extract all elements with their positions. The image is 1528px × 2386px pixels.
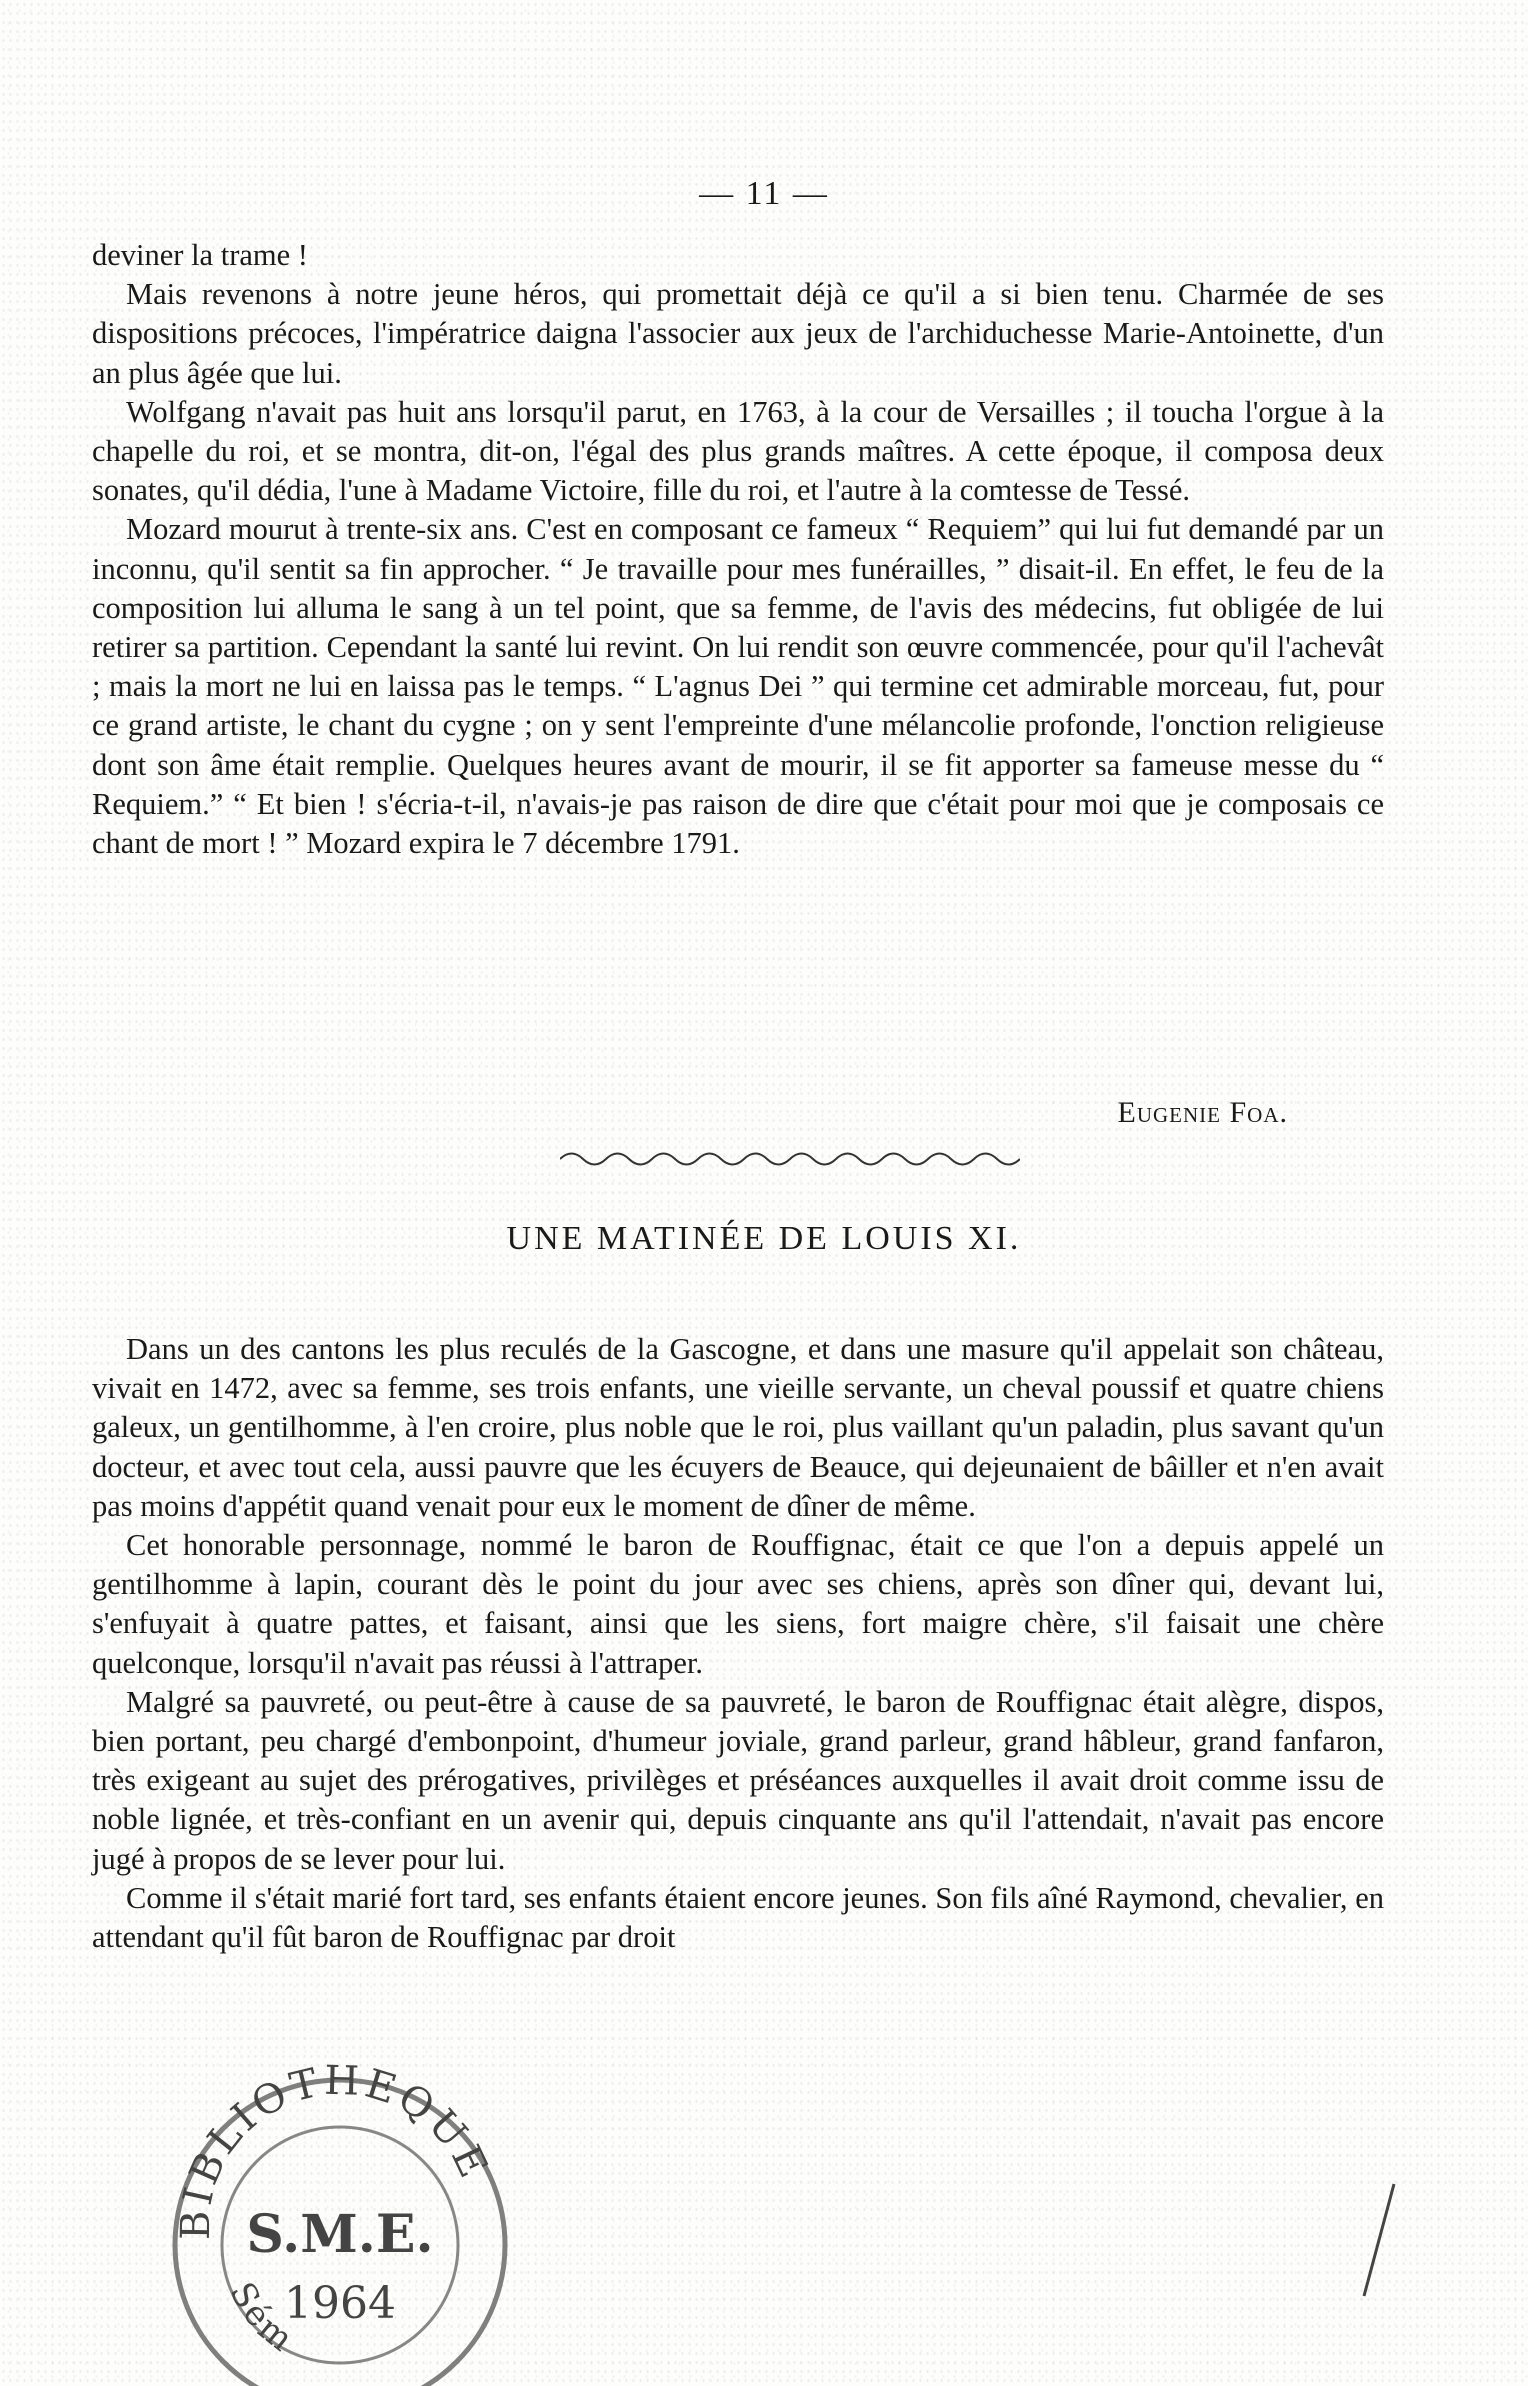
pencil-mark: [1358, 2180, 1398, 2300]
wavy-divider: [560, 1148, 1020, 1170]
paragraph: Comme il s'était marié fort tard, ses enfants étaient encore jeunes. Son fils aîné Raymond, chevalier, en attendant qu'il fût baron de Rouffignac par droit: [92, 1880, 1384, 1955]
paragraph: Cet honorable personnage, nommé le baron de Rouffignac, était ce que l'on a depuis appelé un gentilhomme à lapin, courant dès le point du jour avec ses chiens, après son dîner qui, devant lui, s'enfuyait à quatre pattes, et faisant, ainsi que les siens, fort maigre chère, s'il faisait une chère quelconque, lorsqu'il n'avait pas réussi à l'attraper.: [92, 1528, 1384, 1680]
section-title: UNE MATINÉE DE LOUIS XI.: [506, 1220, 1022, 1258]
stamp-center-text: S.M.E.: [246, 2204, 434, 2265]
paragraph: Dans un des cantons les plus reculés de la Gascogne, et dans une masure qu'il appelait son château, vivait en 1472, avec sa femme, ses trois enfants, une vieille servante, un cheval poussif et quatre chiens galeux, un gentilhomme, à l'en croire, plus noble que le roi, plus vaillant qu'un paladin, plus savant qu'un docteur, et avec tout cela, aussi pauvre que les écuyers de Beauce, qui dejeunaient de bâiller et n'en avait pas moins d'appétit quand venait pour eux le moment de dîner de même.: [92, 1332, 1384, 1523]
stamp-year: 1964: [284, 2278, 396, 2329]
paragraph: Mais revenons à notre jeune héros, qui promettait déjà ce qu'il a si bien tenu. Charmée de ses dispositions précoces, l'impératrice daigna l'associer aux jeux de l'archiduchesse Marie-Antoinette, d'un an plus âgée que lui.: [92, 277, 1384, 390]
paragraph: Mozard mourut à trente-six ans. C'est en composant ce fameux “ Requiem” qui lui fut demandé par un inconnu, qu'il sentit sa fin approcher. “ Je travaille pour mes funérailles, ” disait-il. En effet, le feu de la composition lui alluma le sang à un tel point, que sa femme, de l'avis des médecins, fut obligée de lui retirer sa partition. Cependant la santé lui revint. On lui rendit son œuvre commencée, pour qu'il l'achevât ; mais la mort ne lui en laissa pas le temps. “ L'agnus Dei ” qui termine cet admirable morceau, fut, pour ce grand artiste, le chant du cygne ; on y sent l'empreinte d'une mélancolie profonde, l'onction religieuse dont son âme était remplie. Quelques heures avant de mourir, il se fit apporter sa fameuse messe du “ Requiem.” “ Et bien ! s'écria-t-il, n'avais-je pas raison de dire que c'était pour moi que je composais ce chant de mort ! ” Mozard expira le 7 décembre 1791.: [92, 512, 1384, 861]
mozart-article: [92, 236, 1384, 863]
author-signature: Eugenie Foa.: [1117, 1096, 1288, 1129]
page-number: — 11 —: [699, 175, 829, 212]
louis-xi-article: [92, 1330, 1384, 1957]
stamp-bottom-text: Sém: [221, 2275, 303, 2362]
paragraph: deviner la trame !: [92, 238, 308, 272]
paragraph: Malgré sa pauvreté, ou peut-être à cause de sa pauvreté, le baron de Rouffignac était alègre, dispos, bien portant, peu chargé d'embonpoint, d'humeur joviale, grand parleur, grand hâbleur, grand fanfaron, très exigeant au sujet des prérogatives, privilèges et préséances auxquelles il avait droit comme issu de noble lignée, et très-confiant en un avenir qui, depuis cinquante ans qu'il l'attendait, n'avait pas encore jugé à propos de se lever pour lui.: [92, 1684, 1384, 1876]
paragraph: Wolfgang n'avait pas huit ans lorsqu'il parut, en 1763, à la cour de Versailles ; il toucha l'orgue à la chapelle du roi, et se montra, dit-on, l'égal des plus grands maîtres. A cette époque, il composa deux sonates, qu'il dédia, l'une à Madame Victoire, fille du roi, et l'autre à la comtesse de Tessé.: [92, 394, 1384, 508]
library-stamp: [150, 2040, 520, 2386]
stamp-top-text: BIBLIOTHEQUE: [172, 2057, 498, 2241]
